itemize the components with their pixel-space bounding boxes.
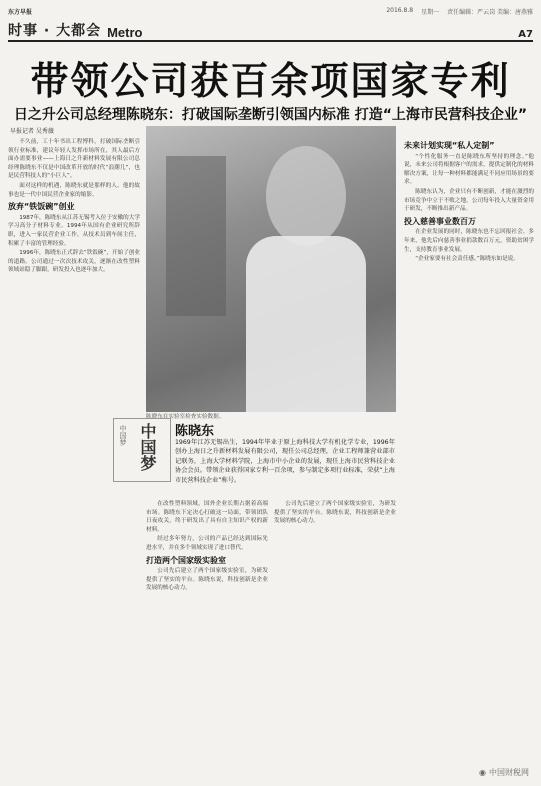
editor-credit: 责任编辑：严云岗 美编：唐燕雅 [447,8,533,16]
paragraph: 公司先后建立了两个国家级实验室，为研发提供了坚实的平台。陈晓东说，科技创新是企业发展的核心动力。 [146,568,268,592]
issue-weekday: 星期一 [421,8,440,16]
subheadline: 日之升公司总经理陈晓东：打破国际垄断引领国内标准 打造“上海市民营科技企业” [13,107,528,123]
section-heading: 投入慈善事业数百万 [404,216,476,226]
paragraph: “企业家要有社会责任感。”陈晓东如是说。 [415,256,519,263]
paragraph: 陈晓东认为，企业只有不断创新，才能在激烈的市场竞争中立于不败之地。公司每年投入大量资金用于研发，不断推出新产品。 [404,188,534,213]
photo-equipment [166,156,226,316]
newspaper-brand: 东方早报 [8,8,33,16]
headline: 带领公司获百余项国家专利 [30,59,511,103]
photo-lab-coat [246,236,366,412]
issue-date: 2016.8.8 [386,6,414,14]
top-meta [386,7,533,16]
middle-column-1 [146,500,268,780]
paragraph: 在企业发展的同时，陈晓东也不忘回报社会。多年来，他先后向慈善事业捐款数百万元，资助贫困学生，支持教育事业发展。 [404,229,534,253]
wechat-watermark [479,767,529,778]
paragraph: 公司先后建立了两个国家级实验室，为研发提供了坚实的平台。陈晓东说，科技创新是企业发展的核心动力。 [274,501,396,525]
watermark-text: 中国财税网 [489,768,529,777]
section-name-en: Metro [107,25,143,40]
profile-bio: 1969年江苏无锡出生，1994年毕业于原上海科技大学有机化学专业，1996年创办上海日之升新材料发展有限公司，现任公司总经理，企业工程师兼营业部市记联务，上海大学材料学院，上海市中小企业的发展，现任上海市民营科技企业协会会员。带领企业获得国家专利一百余项，参与制定多项行业标准，荣获“上海市民营科技企业”称号。 [175,439,395,484]
section-heading: 未来计划实现“私人定制” [404,141,495,150]
section-header [8,16,533,42]
photo-head [266,146,346,246]
section-heading: 放弃“铁饭碗”创业 [8,202,75,212]
paragraph: “个性化服务一直是陈晓东所坚持的理念。”他说，未来公司将根据客户的需求，提供定制化的材料解决方案，让每一种材料都能满足不同应用场景的要求。 [404,153,534,186]
photo-caption: 陈晓东在实验室检查实验数据。 [146,414,225,420]
paragraph: 1987年，陈晓东从江苏无锡考入位于安徽的大学学习高分子材料专业。1994年从国有企业研究所辞职，进入一家民营企业工作，从技术员到车间主任，积累了丰富的管理经验。 [8,214,140,247]
right-column [404,138,534,778]
page-number: A7 [518,29,533,40]
section-name: 时事 · 大都会 [8,23,102,39]
paragraph: 面对这样的机遇，陈晓东就是那样的人。他的故事也是一代中国民营企业家的缩影。 [8,182,140,198]
wechat-icon: ◉ [479,768,486,777]
china-dream-stamp [113,418,171,488]
paragraph: 1996年，陈晓东正式辞去“铁饭碗”，开始了创业的道路。公司通过一次次技术攻关，逐渐在改性塑料领域站稳了脚跟，研发投入也逐年加大。 [8,250,140,274]
paragraph: 在改性塑料领域，国外企业长期占据着高端市场。陈晓东下定决心打破这一局面，带领团队日夜攻关，终于研发出了具有自主知识产权的新材料。 [146,501,268,533]
stamp-big-text: 中国梦 [138,423,157,471]
paragraph: 不久前，工十年书出工程博科，打破国际垄断引领行业标准，建议年轻人发挥市场所在，其人最后方面办需要事业——上海日之升新材料发展有限公司总经理陈晓东不仅是中国改革开放的时代“浪潮儿”，也是民营科技人的“小巨人”。 [8,139,140,180]
paragraph: 经过多年努力，公司的产品已经达到国际先进水平，并在多个领域实现了进口替代。 [146,536,268,551]
middle-column-2 [274,500,396,780]
byline: 早报记者 吴秀薇 [10,128,54,135]
article-photo [146,126,396,412]
profile-name: 陈晓东 [175,424,215,439]
stamp-frame [113,418,171,482]
stamp-small-text: 中国梦 [119,425,127,446]
section-heading: 打造两个国家级实验室 [146,555,226,565]
